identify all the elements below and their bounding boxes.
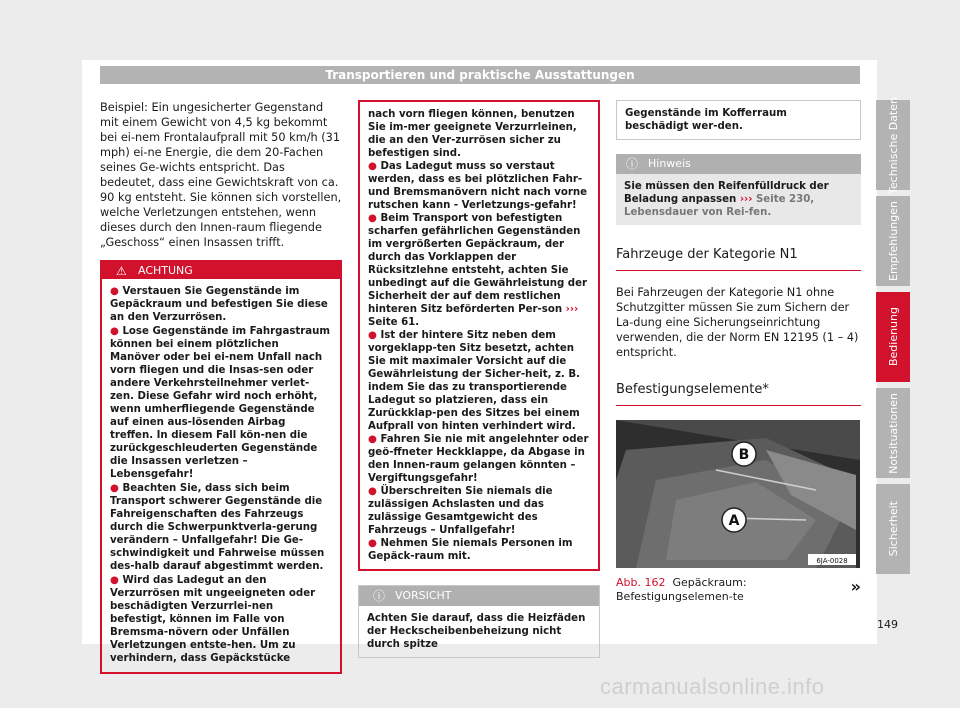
figure-image xyxy=(616,420,860,568)
warning-body xyxy=(102,279,340,672)
caption-text: Gepäckraum: Befestigungselemen-te xyxy=(616,576,747,603)
continue-arrow-icon: » xyxy=(850,577,861,596)
warning-header xyxy=(102,262,340,279)
warning-title: ACHTUNG xyxy=(138,264,193,277)
hint-body: Sie müssen den Reifenfülldruck der Beladung anpassen ››› Seite 230, Lebensdauer von Rei-fen. xyxy=(624,181,829,218)
caution-title: VORSICHT xyxy=(395,589,452,602)
warning-box xyxy=(100,260,342,674)
bullet-icon: ● xyxy=(110,326,123,337)
column-2 xyxy=(358,100,600,658)
link-arrow-icon: ››› xyxy=(739,194,753,205)
figure-label-a: A xyxy=(728,513,740,529)
page-link[interactable]: Seite 230, Lebensdauer von Rei-fen. xyxy=(624,194,815,218)
bullet-icon: ● xyxy=(110,575,123,586)
hint-box xyxy=(616,154,861,225)
hint-title: Hinweis xyxy=(648,157,691,170)
caption-number: Abb. 162 xyxy=(616,576,666,589)
warning-item: ● Fahren Sie nie mit angelehnter oder geö-ffneter Heckklappe, da Abgase in den Innen-raum gelangen könnten – Vergiftungsgefahr! xyxy=(368,434,589,484)
warning-item: ● Überschreiten Sie niemals die zulässigen Achslasten und das zulässige Gesamtgewicht des Fahrzeugs – Unfallgefahr! xyxy=(368,486,553,536)
side-tabs xyxy=(876,96,910,580)
column-3 xyxy=(616,100,861,604)
caution-text: Achten Sie darauf, dass die Heizfäden der Heckscheibenbeheizung nicht durch spitze xyxy=(367,613,586,650)
caution-circle-icon: ⓘ xyxy=(373,589,386,603)
warning-triangle-icon: ⚠ xyxy=(116,264,127,278)
bullet-icon: ● xyxy=(368,434,381,445)
watermark: carmanualsonline.info xyxy=(600,674,825,699)
figure-code: 6JA-0028 xyxy=(816,557,848,565)
caution-box xyxy=(358,585,600,658)
tab-sicherheit[interactable]: Sicherheit xyxy=(876,484,910,574)
intro-paragraph: Beispiel: Ein ungesicherter Gegenstand mit einem Gewicht von 4,5 kg bekommt bei ei-nem Frontalaufprall mit 50 km/h (31 mph) ei-ne Energie, die dem 20-Fachen seines Ge-wichts entspricht. Das bedeutet, dass eine Gewichtskraft von ca. 90 kg entsteht. Sie können sich vorstellen, welche Verletzungen entstehen, wenn dieses durch den Innen-raum fliegende „Geschoss“ einen Insassen trifft. xyxy=(100,101,342,249)
tab-technische-daten[interactable]: Technische Daten xyxy=(876,100,910,190)
warning-item: ● Verstauen Sie Gegenstände im Gepäckraum und befestigen Sie diese an den Verzurrösen. xyxy=(110,286,328,323)
warning-box-continued xyxy=(358,100,600,571)
caution-header xyxy=(359,586,599,606)
column-1 xyxy=(100,100,342,674)
warning-item: ● Nehmen Sie niemals Personen im Gepäck-raum mit. xyxy=(368,538,573,562)
info-icon: ⓘ xyxy=(626,157,639,171)
bullet-icon: ● xyxy=(368,161,381,172)
caution-continuation: Gegenstände im Kofferraum beschädigt wer-den. xyxy=(625,108,787,132)
bullet-icon: ● xyxy=(368,486,381,497)
warning-item: ● Ist der hintere Sitz neben dem vorgeklapp-ten Sitz besetzt, achten Sie mit maximaler Vorsicht auf die Gewährleistung der Sicher-heit, z. B. indem Sie das zu transportierende Ladegut so platzieren, dass ein Zurückklap-pen des Sitzes bei einem Aufprall von hinten verhindert wird. xyxy=(368,330,580,432)
tab-bedienung[interactable]: Bedienung xyxy=(876,292,910,382)
section-title-fastening: Befestigungselemente* xyxy=(616,382,861,406)
page-number: 149 xyxy=(877,618,898,631)
figure-caption xyxy=(616,576,861,604)
link-arrow-icon: ››› xyxy=(565,304,579,315)
tab-notsituationen[interactable]: Notsituationen xyxy=(876,388,910,478)
bullet-icon: ● xyxy=(110,286,123,297)
caution-box-continued xyxy=(616,100,861,140)
bullet-icon: ● xyxy=(368,330,381,341)
hint-header xyxy=(616,154,861,174)
section-n1-text: Bei Fahrzeugen der Kategorie N1 ohne Schutzgitter müssen Sie zum Sichern der La-dung eine Sicherungseinrichtung verwenden, die der Norm EN 12195 (1 – 4) entspricht. xyxy=(616,286,859,359)
warning-continuation: nach vorn fliegen können, benutzen Sie im-mer geeignete Verzurrleinen, die an den Ver-zurrösen sicher zu befestigen sind. xyxy=(368,109,577,159)
page-link[interactable]: Seite 61 xyxy=(368,317,416,328)
bullet-icon: ● xyxy=(368,538,381,549)
page-header: Transportieren und praktische Ausstattungen xyxy=(100,66,860,84)
section-title-n1: Fahrzeuge der Kategorie N1 xyxy=(616,247,861,271)
warning-item: ● Das Ladegut muss so verstaut werden, dass es bei plötzlichen Fahr- und Bremsmanövern nicht nach vorne rutschen kann - Verletzungs-gefahr! xyxy=(368,161,588,211)
figure-luggage-compartment xyxy=(616,420,860,568)
warning-item: ● Beim Transport von befestigten scharfen gefährlichen Gegenständen im vergrößerten Gepäckraum, der durch das Vorklappen der Rücksitzlehne entsteht, achten Sie unbedingt auf die Gewährleistung der Sicherheit der auf dem restlichen hinteren Sitz beförderten Per-son ››› Seite 61. xyxy=(368,213,588,328)
warning-item: ● Lose Gegenstände im Fahrgastraum können bei einem plötzlichen Manöver oder bei ei-nem Unfall nach vorn fliegen und die Insas-sen oder andere Verkehrsteilnehmer verlet-zen. Diese Gefahr wird noch erhöht, wenn umherfliegende Gegenstände auf einen aus-lösenden Airbag treffen. In diesem Fall kön-nen die zurückgeschleuderten Gegenstände die Insassen verletzen – Lebensgefahr! xyxy=(110,326,331,480)
bullet-icon: ● xyxy=(368,213,381,224)
figure-label-b: B xyxy=(738,447,750,463)
bullet-icon: ● xyxy=(110,483,123,494)
warning-item: ● Beachten Sie, dass sich beim Transport schwerer Gegenstände die Fahreigenschaften des Fahrzeugs durch die Schwerpunktverla-gerung verändern – Unfallgefahr! Die Ge-schwindigkeit und Fahrweise müssen des-halb darauf abgestimmt werden. xyxy=(110,483,325,572)
tab-empfehlungen[interactable]: Empfehlungen xyxy=(876,196,910,286)
warning-item: ● Wird das Ladegut an den Verzurrösen mit ungeeigneten oder beschädigten Verzurrlei-nen befestigt, können im Falle von Bremsma-növern oder Unfällen Verletzungen entste-hen. Um zu verhindern, dass Gepäckstücke xyxy=(110,575,316,664)
